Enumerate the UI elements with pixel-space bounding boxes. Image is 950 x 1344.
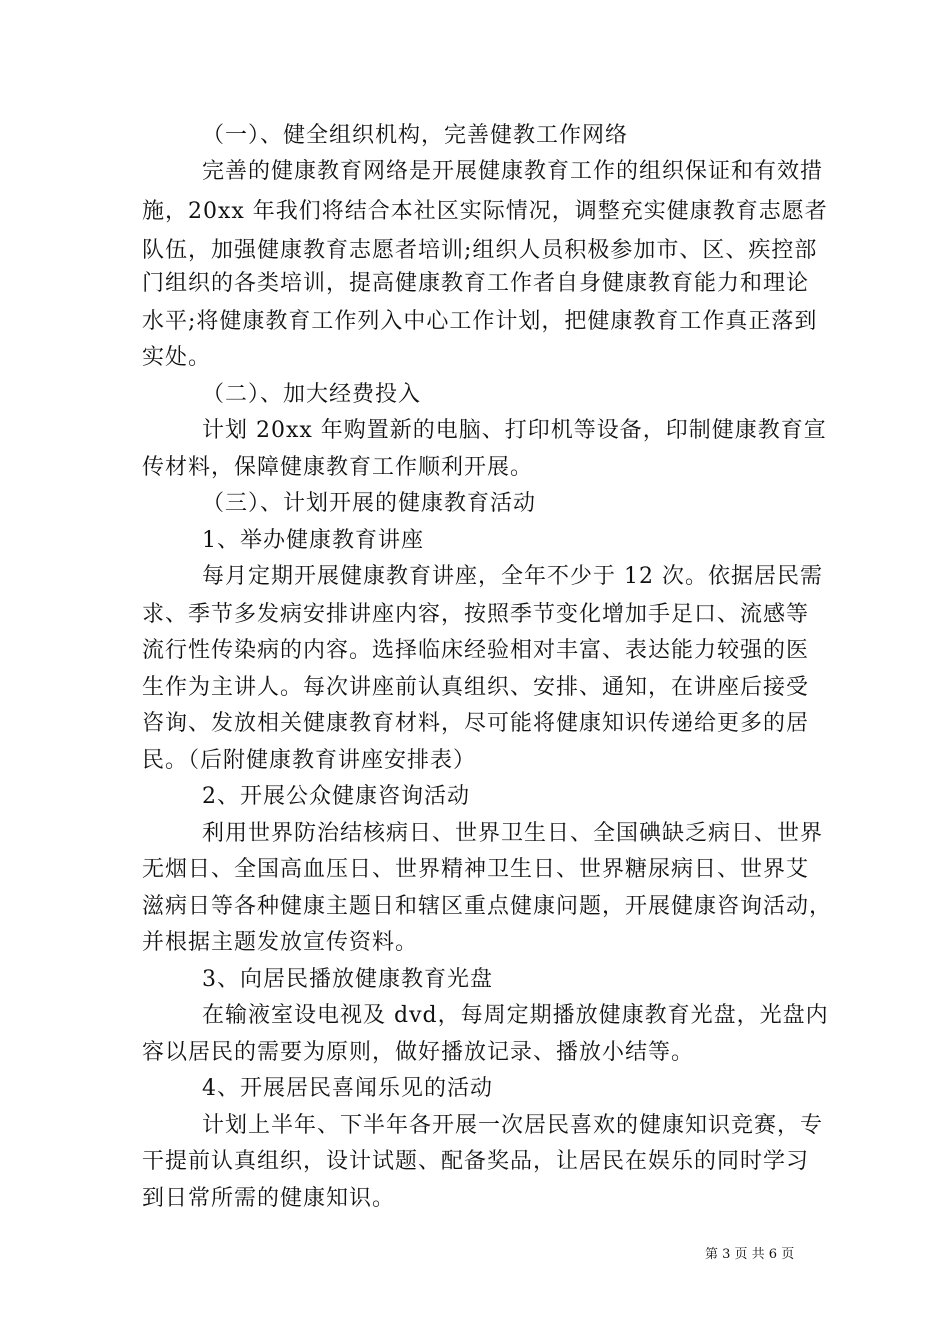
paragraph-line: 干提前认真组织，设计试题、配备奖品，让居民在娱乐的同时学习 [142,1149,810,1174]
paragraph-line: 咨询、发放相关健康教育材料，尽可能将健康知识传递给更多的居 [142,711,810,736]
paragraph-line: 完善的健康教育网络是开展健康教育工作的组织保证和有效措 [202,159,824,184]
paragraph-line: 利用世界防治结核病日、世界卫生日、全国碘缺乏病日、世界 [202,821,824,846]
paragraph-line: 水平;将健康教育工作列入中心工作计划，把健康教育工作真正落到 [142,309,818,334]
paragraph-line: 到日常所需的健康知识。 [142,1186,396,1211]
paragraph-line: 在输液室设电视及 dvd，每周定期播放健康教育光盘，光盘内 [202,1003,829,1028]
section-heading-2: （二）、加大经费投入 [202,382,422,407]
paragraph-line: 滋病日等各种健康主题日和辖区重点健康问题，开展健康咨询活动， [142,894,833,919]
paragraph-line: 传材料，保障健康教育工作顺利开展。 [142,455,534,480]
paragraph-line: 队伍，加强健康教育志愿者培训;组织人员积极参加市、区、疾控部 [142,238,818,263]
section-heading-1: （一）、健全组织机构，完善健教工作网络 [202,123,629,148]
paragraph-line: 每月定期开展健康教育讲座，全年不少于 12 次。依据居民需 [202,564,823,589]
paragraph-line: 求、季节多发病安排讲座内容，按照季节变化增加手足口、流感等 [142,602,810,627]
subheading-2: 2、开展公众健康咨询活动 [202,784,470,809]
paragraph-line: 计划 20xx 年购置新的电脑、打印机等设备，印制健康教育宣 [202,418,827,443]
paragraph-line: 流行性传染病的内容。选择临床经验相对丰富、表达能力较强的医 [142,638,810,663]
page-number: 第 3 页 共 6 页 [705,1247,795,1262]
paragraph-line: 民。（后附健康教育讲座安排表） [142,748,477,773]
subheading-3: 3、向居民播放健康教育光盘 [202,967,493,992]
paragraph-line: 实处。 [142,345,212,370]
paragraph-line: 施，20xx 年我们将结合本社区实际情况，调整充实健康教育志愿者 [142,199,828,224]
paragraph-line: 计划上半年、下半年各开展一次居民喜欢的健康知识竞赛，专 [202,1113,824,1138]
paragraph-line: 生作为主讲人。每次讲座前认真组织、安排、通知，在讲座后接受 [142,675,810,700]
subheading-1: 1、举办健康教育讲座 [202,528,424,553]
subheading-4: 4、开展居民喜闻乐见的活动 [202,1076,493,1101]
section-heading-3: （三）、计划开展的健康教育活动 [202,491,537,516]
paragraph-line: 并根据主题发放宣传资料。 [142,930,419,955]
paragraph-line: 容以居民的需要为原则，做好播放记录、播放小结等。 [142,1040,695,1065]
paragraph-line: 无烟日、全国高血压日、世界精神卫生日、世界糖尿病日、世界艾 [142,857,810,882]
paragraph-line: 门组织的各类培训，提高健康教育工作者自身健康教育能力和理论 [142,271,810,296]
